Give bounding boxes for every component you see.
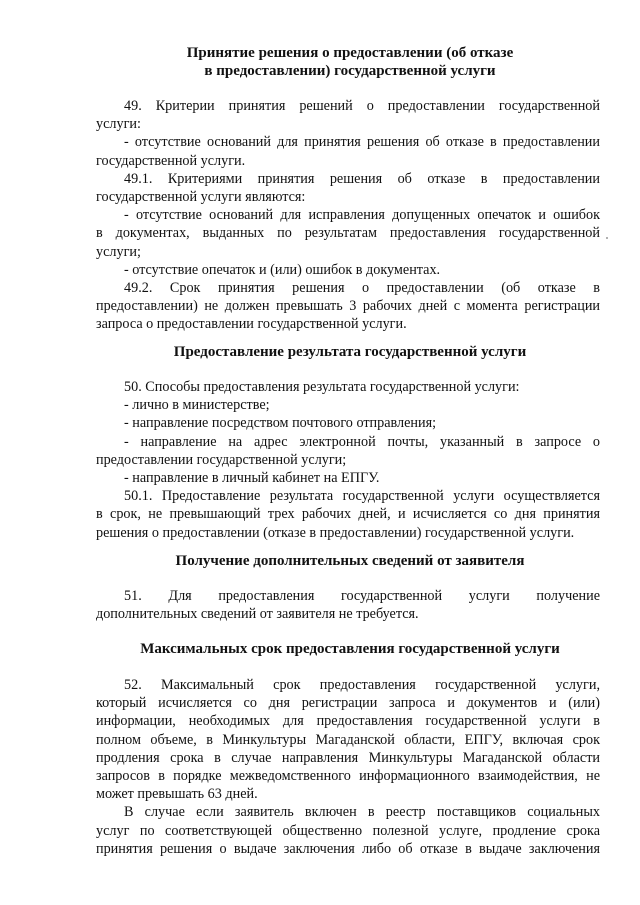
- text-line: запросов в порядке межведомственного информационного взаимодействия, не: [96, 768, 600, 785]
- heading-line: Получение дополнительных сведений от заявителя: [175, 553, 525, 569]
- text-line: - направление в личный кабинет на ЕПГУ.: [124, 470, 380, 487]
- text-line: 52. Максимальный срок предоставления государственной услуги,: [124, 677, 600, 693]
- scan-speck: [606, 237, 608, 239]
- text-line: полном объеме, в Минкультуры Магаданской области, ЕПГУ, включая срок: [96, 731, 600, 748]
- text-line: предоставлении) не должен превышать 3 рабочих дней с момента регистрации: [96, 298, 600, 315]
- text-line: предоставлении государственной услуги;: [96, 451, 347, 468]
- text-line: В случае если заявитель включен в реестр поставщиков социальных: [124, 804, 600, 821]
- text-line: - направление посредством почтового отправления;: [124, 415, 437, 432]
- heading-line: Предоставление результата государственной услуги: [173, 344, 527, 360]
- heading-line: Максимальных срок предоставления государственной услуги: [140, 641, 560, 657]
- text-line: 50.1. Предоставление результата государственной услуги осуществляется: [124, 488, 600, 505]
- text-line: принятия решения о выдаче заключения либо об отказе в выдаче заключения: [96, 840, 600, 857]
- paragraph-50: [96, 378, 600, 542]
- text-line: - направление на адрес электронной почты, указанный в запросе о: [124, 433, 600, 450]
- text-line: 50. Способы предоставления результата государственной услуги:: [124, 379, 520, 395]
- heading-line: Принятие решения о предоставлении (об отказе: [186, 45, 514, 61]
- section-heading-max-term: [90, 640, 610, 658]
- text-line: - отсутствие опечаток и (или) ошибок в документах.: [124, 261, 441, 278]
- text-line: - отсутствие оснований для принятия решения об отказе в предоставлении: [124, 134, 600, 151]
- text-line: 49. Критерии принятия решений о предоставлении государственной: [124, 98, 600, 114]
- text-line: может превышать 63 дней.: [96, 786, 258, 803]
- text-line: 49.1. Критериями принятия решения об отказе в предоставлении: [124, 170, 600, 187]
- text-line: услуги;: [96, 243, 141, 260]
- paragraph-52: [96, 676, 600, 858]
- text-line: дополнительных сведений от заявителя не требуется.: [96, 606, 419, 623]
- paragraph-51: [96, 587, 600, 623]
- text-line: 51. Для предоставления государственной услуги получение: [124, 588, 600, 604]
- text-line: в документах, выданных по результатам предоставления государственной: [96, 225, 600, 242]
- text-line: - отсутствие оснований для исправления допущенных опечаток и ошибок: [124, 207, 600, 224]
- text-line: - лично в министерстве;: [124, 397, 270, 414]
- section-heading-additional-info: [90, 552, 610, 570]
- heading-line: в предоставлении) государственной услуги: [204, 63, 496, 79]
- text-line: который исчисляется со дня регистрации запроса и документов и (или): [96, 695, 600, 712]
- text-line: решения о предоставлении (отказе в предоставлении) государственной услуги.: [96, 524, 575, 541]
- text-line: запроса о предоставлении государственной услуги.: [96, 316, 407, 333]
- text-line: государственной услуги являются:: [96, 189, 306, 206]
- text-line: услуг по соответствующей общественно полезной услуге, продление срока: [96, 822, 600, 839]
- paragraph-49: [96, 97, 600, 334]
- text-line: государственной услуги.: [96, 152, 246, 169]
- text-line: в срок, не превышающий трех рабочих дней, и исчисляется со дня принятия: [96, 506, 600, 523]
- text-line: 49.2. Срок принятия решения о предоставлении (об отказе в: [124, 280, 600, 297]
- text-line: услуги:: [96, 116, 141, 133]
- section-heading-result: [90, 343, 610, 361]
- text-line: продления срока в случае направления Минкультуры Магаданской области: [96, 749, 600, 766]
- text-line: информации, необходимых для предоставления государственной услуги в: [96, 713, 600, 730]
- section-heading-decision: [90, 44, 610, 80]
